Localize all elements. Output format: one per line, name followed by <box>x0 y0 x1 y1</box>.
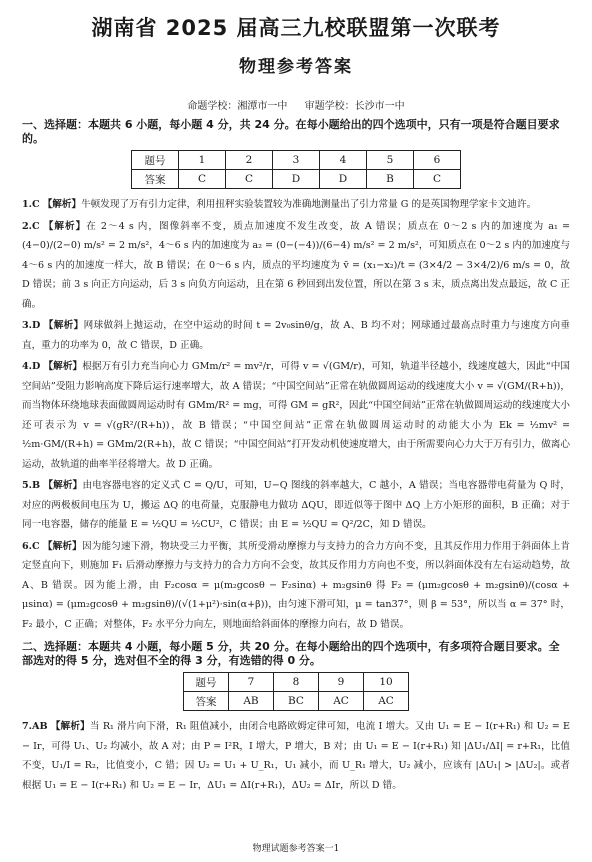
item-text: 因为能匀速下滑，物块受三力平衡，其所受滑动摩擦力与支持力的合力方向不变，且其反作用力作用于斜面体上肯定竖直向下，则施加 F₁ 后滑动摩擦力与支持力的合力方向不会变，故其反作用力方向也不变，所以斜面体没有左右运动趋势，故 A、B 错误。因为能上滑，由 F₂cosα = μ(m₂gcosθ − F₂sinα) + m₂gsinθ 得 F₂ = (μm₂gcosθ + m₂gsinθ)/(cosα + μsinα) = (μm₂gcosθ + m₂gsinθ)/(√(1+μ²)·sin(α+β))，由匀速下滑可知，μ = tan37°，则 β = 53°，所以当 α = 37° 时，F₂ 最小，C 正确；对整体，F₂ 水平分力向左，则地面给斜面体的摩擦力向右，故 D 错误。 <box>22 540 571 630</box>
question-number: 2 <box>226 151 273 170</box>
table-row <box>132 151 461 170</box>
question-number: 1 <box>179 151 226 170</box>
page-footer: 物理试题参考答案一1 <box>252 844 340 854</box>
answer-cell: C <box>179 170 226 189</box>
table-row <box>184 673 409 692</box>
section2-heading: 二、选择题：本题共 4 小题，每小题 5 分，共 20 分。在每小题给出的四个选项中，有多项符合题目要求。全部选对的得 5 分，选对但不全的得 3 分，有选错的得 0 分。 <box>22 640 560 667</box>
solution-item <box>22 357 570 474</box>
row-label: 题号 <box>132 151 179 170</box>
answer-cell: AC <box>319 692 364 711</box>
row-label: 答案 <box>184 692 229 711</box>
question-number: 5 <box>367 151 414 170</box>
item-number: 5.B <box>22 480 41 491</box>
answer-cell: AB <box>229 692 274 711</box>
answer-cell: D <box>320 170 367 189</box>
question-number: 4 <box>320 151 367 170</box>
answer-subtitle: 物理参考答案 <box>239 57 353 77</box>
row-label: 答案 <box>132 170 179 189</box>
item-number: 7.AB <box>22 721 48 732</box>
section2-answer-table <box>183 672 409 711</box>
exam-title: 湖南省 2025 届高三九校联盟第一次联考 <box>91 16 501 40</box>
item-text: 根据万有引力充当向心力 GMm/r² = mv²/r，可得 v = √(GM/r)，可知，轨道半径越小，线速度越大，因此“中国空间站”受阻力影响高度下降后运行速率增大，故 A 错误；“中国空间站”正常在轨做圆周运动的线速度大小 v = √(GM/(R+h))，而当物体环绕地球表面做圆周运动时有 GMm/R² = mg，可得 GM = gR²，因此“中国空间站”正常在轨做圆周运动的线速度大小还可表示为 v = √(gR²/(R+h))，故 B 错误；“中国空间站”正常在轨做圆周运动时的动能大小为 Ek = ½mv² = ½m·GM/(R+h) = GMm/2(R+h)，故 C 错误；“中国空间站”打开发动机使速度增大，由于所需要向心力大于万有引力，做离心运动，故轨道的曲率半径将增大。故 D 正确。 <box>22 361 570 470</box>
item-tag: 【解析】 <box>43 220 87 232</box>
solution-item <box>22 476 570 535</box>
item-tag: 【解析】 <box>42 540 82 552</box>
section1-answer-table <box>131 150 461 189</box>
answer-cell: C <box>226 170 273 189</box>
item-text: 网球做斜上抛运动，在空中运动的时间 t = 2v₀sinθ/g，故 A、B 均不对；网球通过最高点时重力与速度方向垂直，重力的功率为 0，故 C 错误，D 正确。 <box>22 320 570 351</box>
question-number: 7 <box>229 673 274 692</box>
question-number: 3 <box>273 151 320 170</box>
solution-item <box>22 717 570 795</box>
solution-item <box>22 195 570 215</box>
item-tag: 【解析】 <box>43 320 84 331</box>
review-school: 审题学校：长沙市一中 <box>304 101 405 112</box>
answer-cell: C <box>414 170 461 189</box>
row-label: 题号 <box>184 673 229 692</box>
table-row <box>132 170 461 189</box>
exam-meta <box>22 97 570 112</box>
answer-cell: D <box>273 170 320 189</box>
answer-cell: BC <box>274 692 319 711</box>
item-number: 6.C <box>22 540 40 552</box>
answer-cell: AC <box>364 692 409 711</box>
item-number: 4.D <box>22 361 41 372</box>
item-number: 2.C <box>22 220 40 232</box>
item-text: 由电容器电容的定义式 C = Q/U，可知，U−Q 图线的斜率越大，C 越小，A 错误；当电容器带电荷量为 Q 时，对应的两极板间电压为 U，搬运 ΔQ 的电荷量，克服静电力做功 ΔQU，即近似等于图中 ΔQ 上方小矩形的面积，B 正确；对于同一电容器，储存的能量 E = ½QU = ½CU²，C 错误；由 E = ½QU = Q²/2C，知 D 错误。 <box>22 480 570 530</box>
question-number: 6 <box>414 151 461 170</box>
item-text: 当 R₁ 滑片向下滑，R₁ 阻值减小，由闭合电路欧姆定律可知，电流 I 增大。又由 U₁ = E − I(r+R₁) 和 U₂ = E − Ir，可得 U₁、U₂ 均减小，故 A 对；由 P = I²R，I 增大，P 增大，B 对；由 U₁ = E − I(r+R₁) 知 |ΔU₁/ΔI| = r+R₁，比值不变，U₁/I = R₂，比值变小，C 错；因 U₂ = U₁ + U_R₁，U₁ 减小，而 U_R₁ 增大，U₂ 减小，应该有 |ΔU₁| > |ΔU₂|。或者根据 U₁ = E − I(r+R₁) 和 U₂ = E − Ir，ΔU₁ = ΔI(r+R₁)，ΔU₂ = ΔIr，所以 D 错。 <box>22 721 571 791</box>
answer-cell: B <box>367 170 414 189</box>
question-number: 10 <box>364 673 409 692</box>
section1-heading: 一、选择题：本题共 6 小题，每小题 4 分，共 24 分。在每小题给出的四个选项中，只有一项是符合题目要求的。 <box>22 118 560 145</box>
item-number: 1.C <box>22 199 40 210</box>
item-tag: 【解析】 <box>43 480 83 491</box>
question-number: 8 <box>274 673 319 692</box>
solution-item <box>22 217 570 315</box>
item-text: 牛顿发现了万有引力定律，利用扭秤实验装置较为准确地测量出了引力常量 G 的是英国物理学家卡文迪许。 <box>81 199 537 210</box>
item-number: 3.D <box>22 320 41 331</box>
item-tag: 【解析】 <box>50 721 90 732</box>
item-tag: 【解析】 <box>43 361 83 372</box>
item-tag: 【解析】 <box>42 199 82 210</box>
solution-item <box>22 537 570 635</box>
question-number: 9 <box>319 673 364 692</box>
item-text: 在 2～4 s 内，图像斜率不变，质点加速度不发生改变，故 A 错误；质点在 0～2 s 内的加速度为 a₁ = (4−0)/(2−0) m/s² = 2 m/s²，4～6 s 内的加速度为 a₂ = (0−(−4))/(6−4) m/s² = 2 m/s²，可知质点在 0～2 s 内的加速度与 4～6 s 内的加速度一样大，故 B 错误；在 0～6 s 内，质点的平均速度为 v̄ = (x₁−x₂)/t = (3×4/2 − 3×4/2)/6 m/s = 0，故 D 错误；前 3 s 向正方向运动，后 3 s 向负方向运动，且在第 6 秒回到出发位置，所以在第 3 s 末，质点离出发点最远，故 C 正确。 <box>22 220 570 310</box>
table-row <box>184 692 409 711</box>
author-school: 命题学校：湘潭市一中 <box>187 101 288 112</box>
solution-item <box>22 316 570 355</box>
